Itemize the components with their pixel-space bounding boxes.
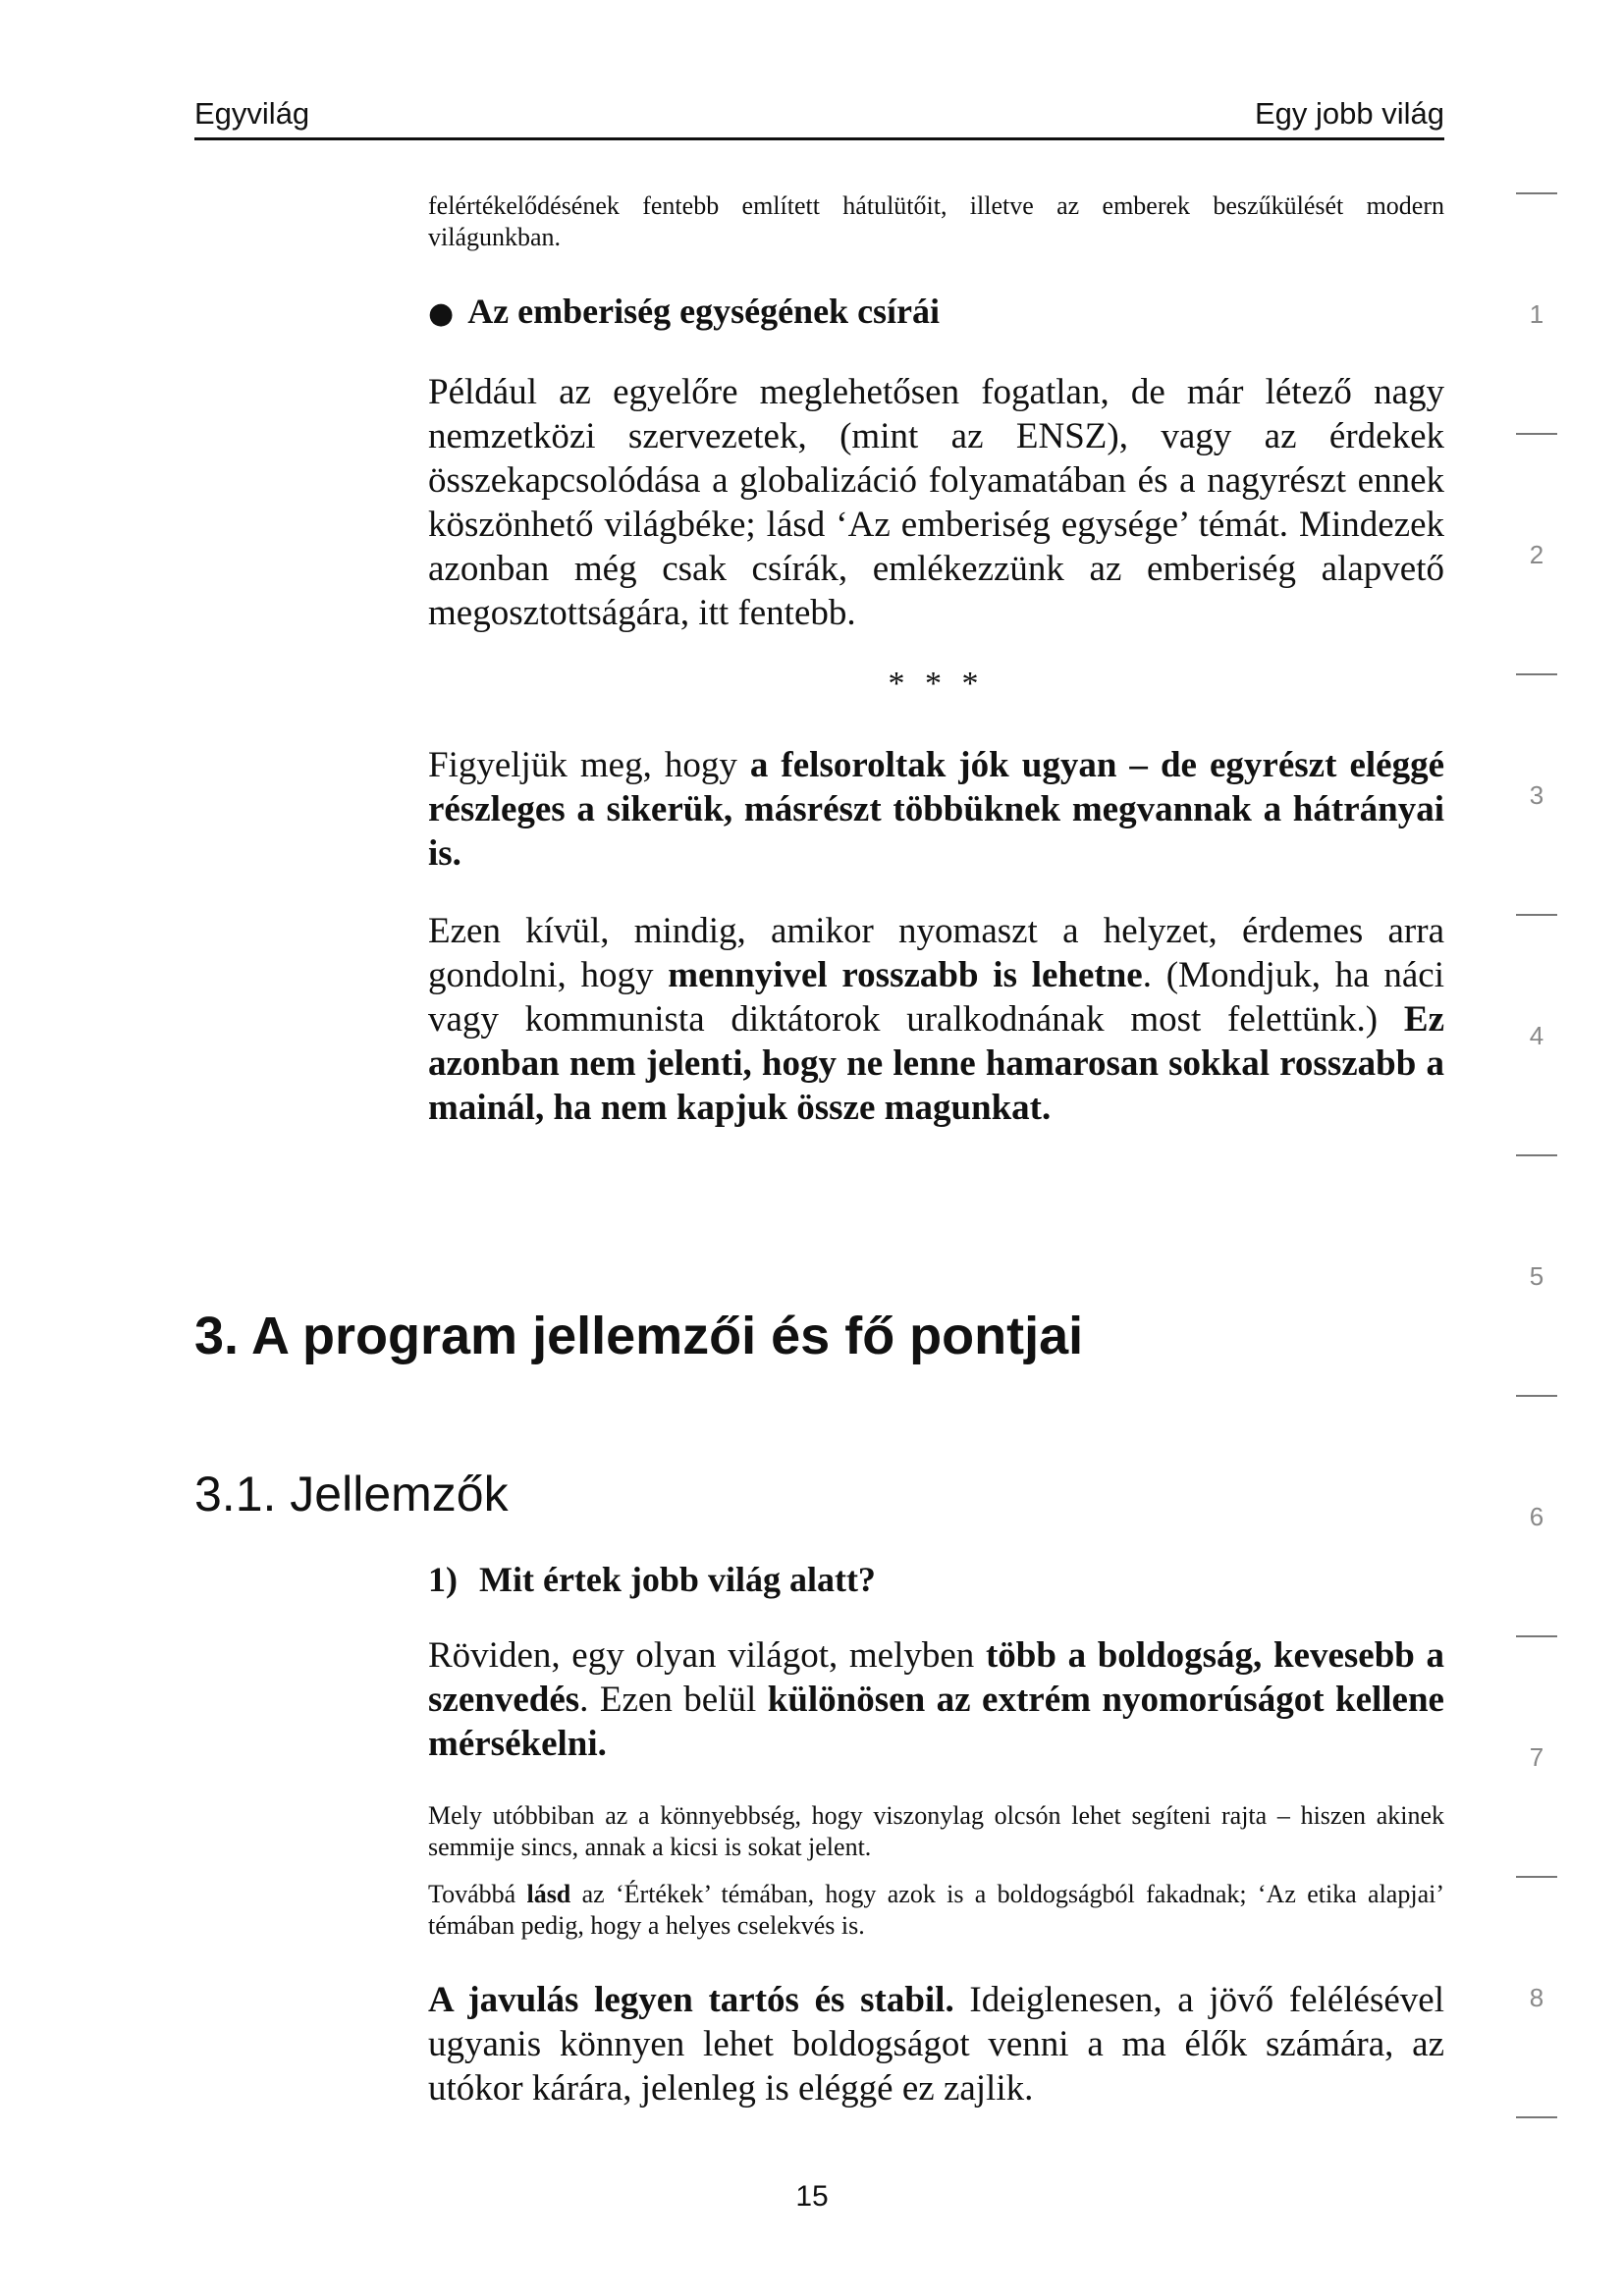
bullet-heading-text: Az emberiség egységének csírái bbox=[467, 292, 941, 331]
answer-text-2: . Ezen belül bbox=[579, 1680, 768, 1720]
ruler-tick bbox=[1516, 2116, 1557, 2118]
ruler-tick bbox=[1516, 433, 1557, 435]
paragraph-besides bbox=[428, 909, 1444, 1130]
ruler-number: 7 bbox=[1529, 1742, 1544, 1772]
improve-text: Ideiglenesen, a jövő felélésével ugyanis könnyen lehet boldogságot venni a ma élők számára, az utókor kárára, jelenleg is eléggé ez zajlik. bbox=[428, 1980, 1444, 2109]
ruler-number: 4 bbox=[1529, 1021, 1544, 1050]
ruler-number: 3 bbox=[1529, 780, 1544, 810]
note2-text-1: Továbbá bbox=[428, 1880, 527, 1908]
question-number: 1) bbox=[428, 1560, 458, 1599]
besides-text-1: Ezen kívül, mindig, amikor nyomaszt a helyzet, érdemes arra gondolni, hogy bbox=[428, 911, 1444, 995]
page-header bbox=[194, 96, 1444, 140]
header-left: Egyvilág bbox=[194, 96, 310, 131]
answer-bold-2: különösen az extrém nyomorúságot kellene mérsékelni. bbox=[428, 1680, 1444, 1764]
besides-bold-2: Ez azonban nem jelenti, hogy ne lenne hamarosan sokkal rosszabb a mainál, ha nem kapjuk össze magunkat. bbox=[428, 999, 1444, 1128]
besides-text-2: . (Mondjuk, ha náci vagy kommunista diktátorok uralkodnának most felettünk.) bbox=[428, 955, 1445, 1040]
note2-bold: lásd bbox=[526, 1880, 571, 1908]
paragraph-notice bbox=[428, 743, 1444, 876]
note-paragraph-2 bbox=[428, 1879, 1444, 1942]
notice-text: Figyeljük meg, hogy bbox=[428, 745, 750, 785]
ruler-tick bbox=[1516, 673, 1557, 675]
ruler-number: 6 bbox=[1529, 1502, 1544, 1531]
ruler-number: 5 bbox=[1529, 1261, 1544, 1291]
answer-bold-1: több a boldogság, kevesebb a szenvedés bbox=[428, 1635, 1445, 1720]
ruler-tick bbox=[1516, 1395, 1557, 1397]
paragraph-answer bbox=[428, 1633, 1444, 1766]
continuation-paragraph: felértékelődésének fentebb említett hátulütőit, illetve az emberek beszűkülését modern világunkban. bbox=[428, 191, 1444, 251]
header-right: Egy jobb világ bbox=[1254, 96, 1444, 131]
ruler-tick bbox=[1516, 192, 1557, 194]
ruler-tick bbox=[1516, 914, 1557, 916]
ruler-tick bbox=[1516, 1876, 1557, 1878]
bullet-icon: ● bbox=[428, 296, 455, 331]
ruler-tick bbox=[1516, 1635, 1557, 1637]
paragraph-improve bbox=[428, 1978, 1444, 2110]
improve-bold: A javulás legyen tartós és stabil. bbox=[428, 1980, 954, 2020]
page-number: 15 bbox=[795, 2180, 829, 2213]
ruler-number: 1 bbox=[1529, 299, 1544, 329]
bullet-heading bbox=[428, 291, 1444, 332]
section-separator: * * * bbox=[888, 666, 985, 702]
answer-text-1: Röviden, egy olyan világot, melyben bbox=[428, 1635, 986, 1676]
ruler-tick bbox=[1516, 1154, 1557, 1156]
note2-text-2: az ‘Értékek’ témában, hogy azok is a boldogságból fakadnak; ‘Az etika alapjai’ témában pedig, hogy a helyes cselekvés is. bbox=[428, 1880, 1444, 1940]
ruler-number: 2 bbox=[1529, 540, 1544, 569]
paragraph-example: Például az egyelőre meglehetősen fogatlan, de már létező nagy nemzetközi szervezetek, (mint az ENSZ), vagy az érdekek összekapcsolódása a globalizáció folyamatában és a nagyrészt ennek köszönhető világbéke; lásd ‘Az emberiség egysége’ témát. Mindezek azonban még csak csírák, emlékezzünk az emberiség alapvető megosztottságára, itt fentebb. bbox=[428, 372, 1444, 633]
besides-bold-1: mennyivel rosszabb is lehetne bbox=[668, 955, 1143, 995]
note-paragraph-1: Mely utóbbiban az a könnyebbség, hogy viszonylag olcsón lehet segíteni rajta – hiszen akinek semmije sincs, annak a kicsi is sokat jelent. bbox=[428, 1801, 1444, 1861]
section-heading: 3.1. Jellemzők bbox=[194, 1467, 509, 1522]
ruler-number: 8 bbox=[1529, 1983, 1544, 2012]
notice-bold: a felsoroltak jók ugyan – de egyrészt eléggé részleges a sikerük, másrészt többüknek megvannak a hátrányai is. bbox=[428, 745, 1444, 874]
chapter-heading: 3. A program jellemzői és fő pontjai bbox=[194, 1307, 1084, 1365]
question-heading bbox=[428, 1559, 1444, 1600]
question-text: Mit értek jobb világ alatt? bbox=[479, 1560, 876, 1599]
